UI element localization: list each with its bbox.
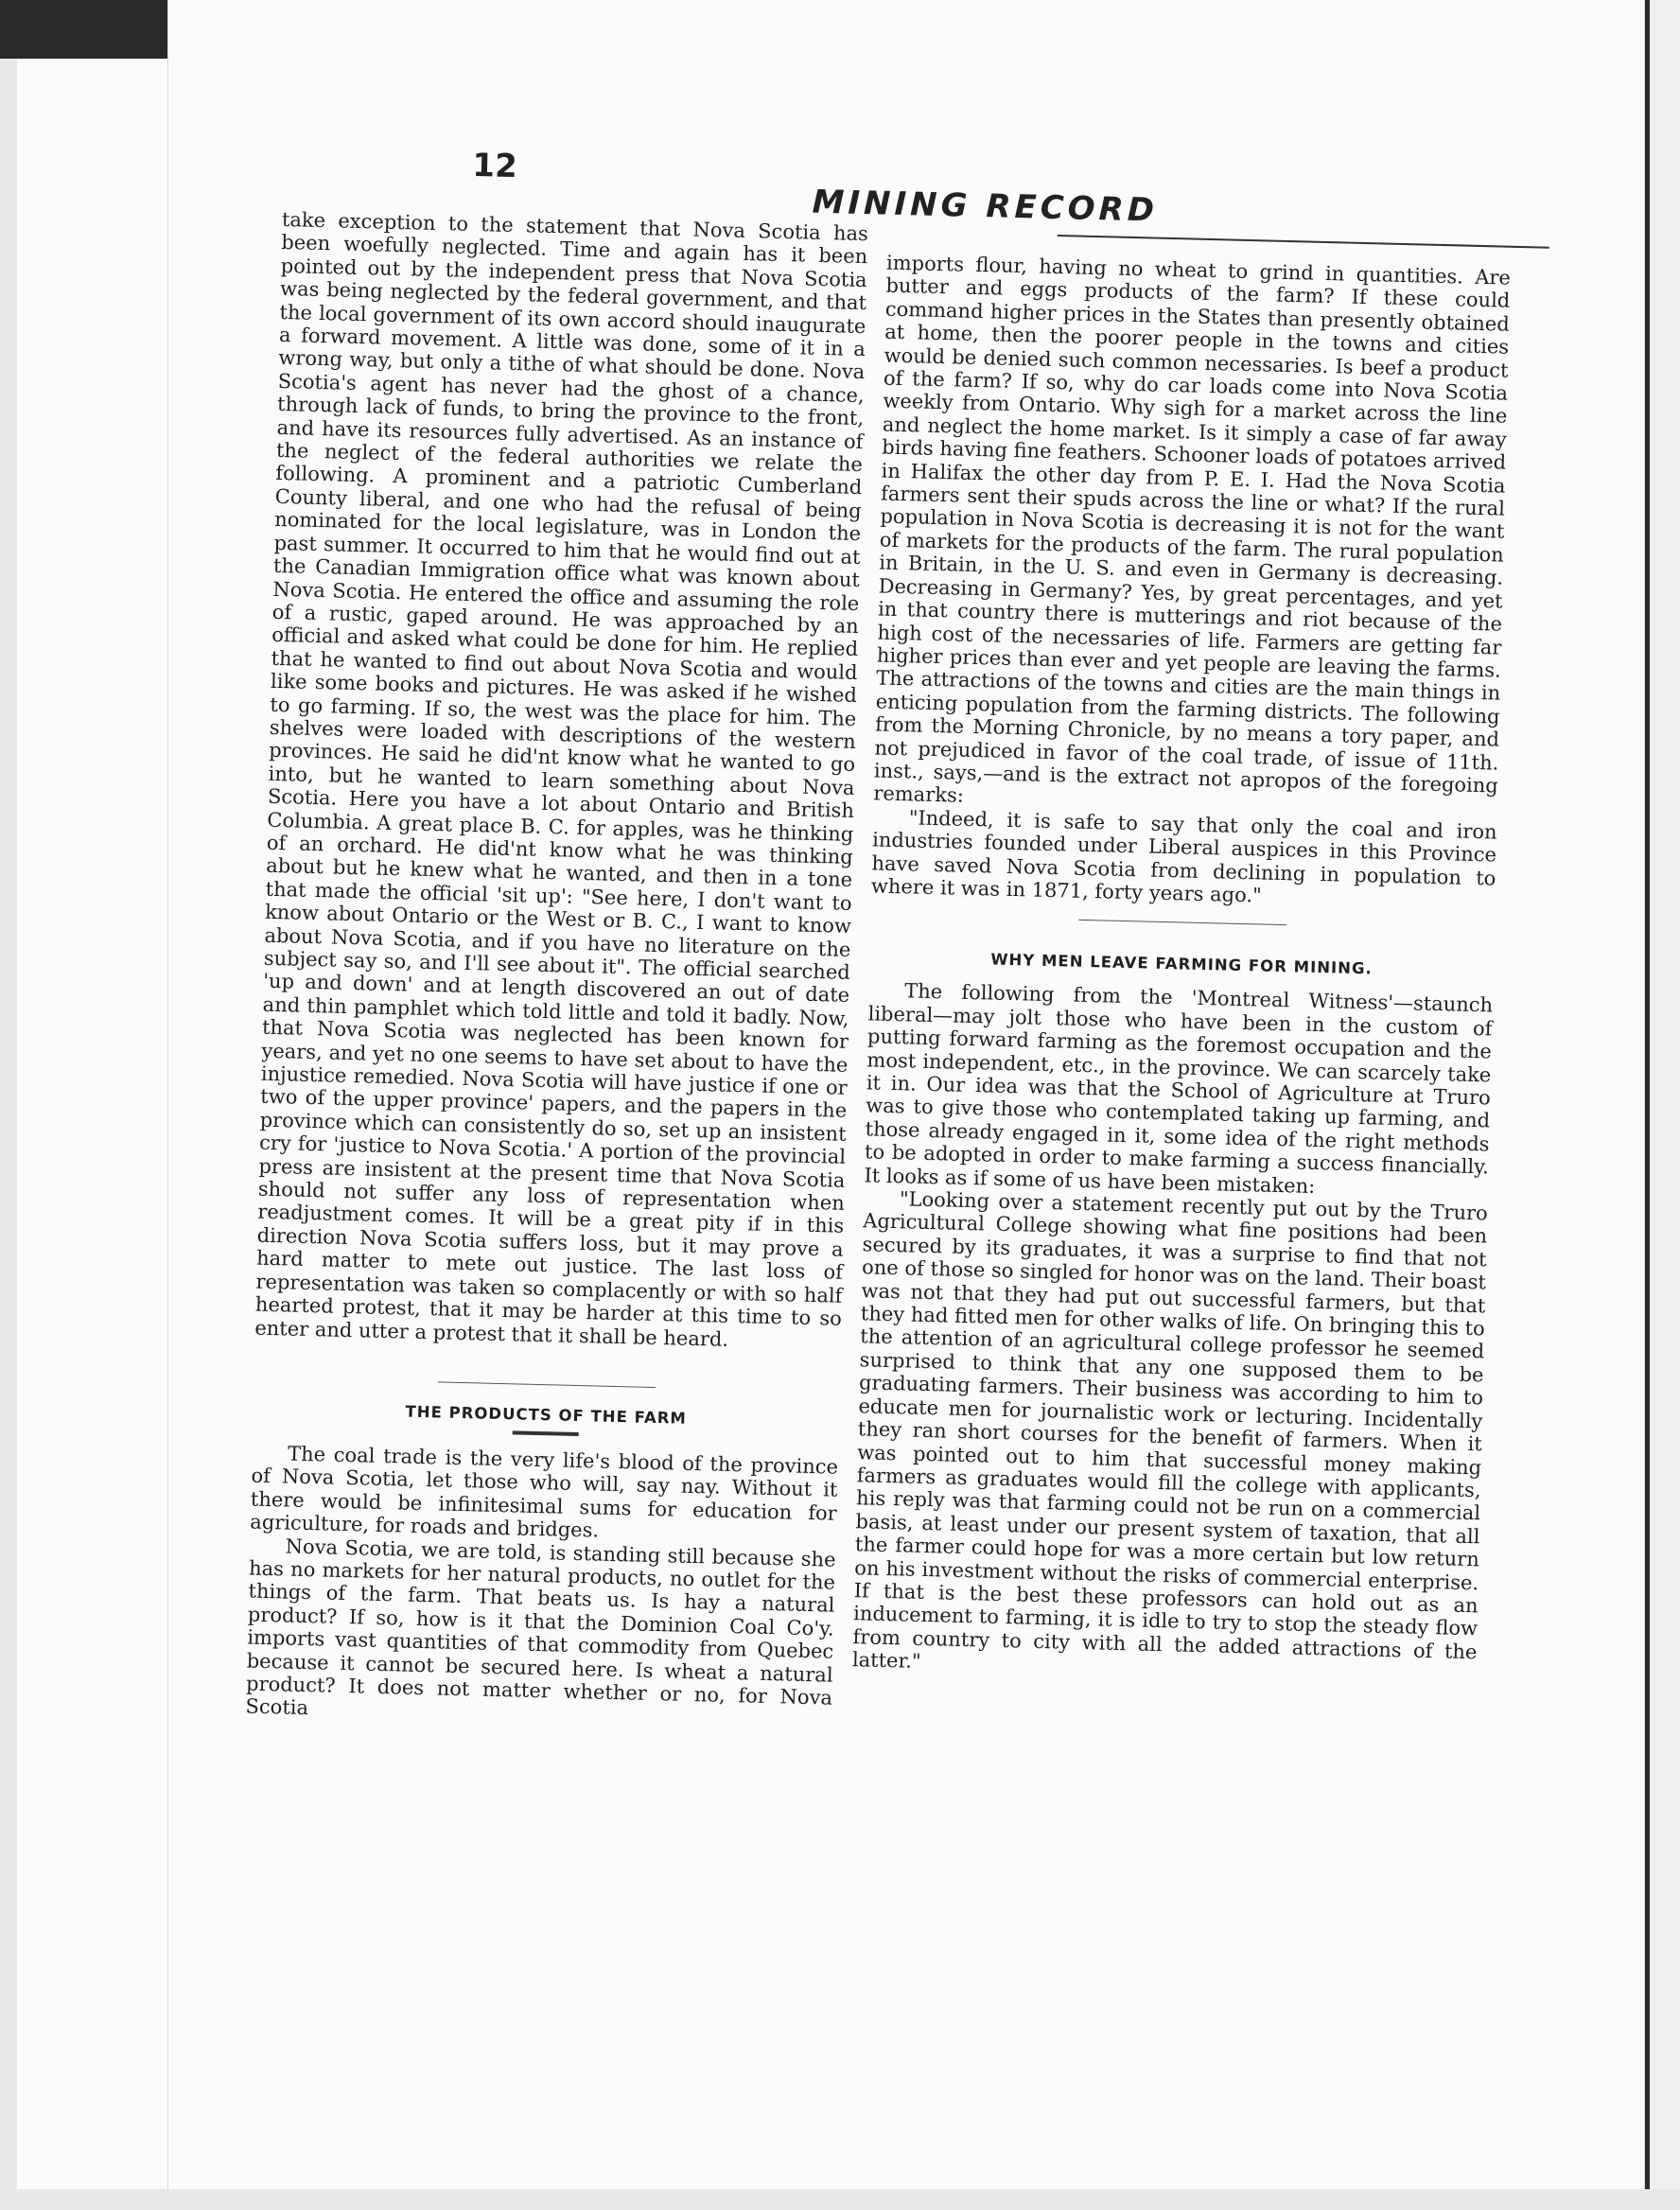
witness-quote-paragraph: "Looking over a statement recently put out by the Truro Agricultural College showing what fine positions had been secured by its graduates, it was a surprise to find that not one of those so singled for honor was on the land. Their boast was not that they had put out successful farmers, but that they had fitted men for other walks of life. On bringing this to the attention of an agricultural college professor he seemed surprised to think that any one supposed them to be graduating farmers. Their business was according to him to educate men for journalistic work or lecturing. Incidentally they ran short courses for the benefit of farmers. When it was pointed out to him that successful money making farmers as graduates would fill the college with applicants, his reply was that farming could not be run on a commercial basis, at least under our present system of taxation, that all the farmer could hope for was a more certain but low return on his investment without the risks of commercial enterprise. If that is the best these professors can hold out as an inducement to farming, it is idle to try to stop the steady flow from country to city with all the added attractions of the latter.": [851, 1187, 1489, 1674]
masthead-title: MINING RECORD: [812, 183, 1159, 230]
products-paragraph-1: The coal trade is the very life's blood of the province of Nova Scotia, let those who will, say nay. Without it there would be infinitesimal sums for education for agriculture, for roads and bridges.: [250, 1442, 839, 1542]
chronicle-quote-paragraph: "Indeed, it is safe to say that only the coal and iron industries founded under Liberal auspices in this Province have saved Nova Scotia from declining in population to where it was in 1871, forty years ago.": [870, 806, 1497, 907]
right-column: [852, 252, 1511, 1687]
bottom-page-edge: [0, 2189, 1680, 2210]
page-number: 12: [471, 146, 518, 186]
section-divider: [1078, 920, 1286, 925]
left-page-edge: [0, 59, 17, 2210]
section-heading-why-men-leave-farming: WHY MEN LEAVE FARMING FOR MINING.: [990, 950, 1373, 978]
masthead-rule: [1058, 235, 1549, 249]
left-margin-strip: [0, 59, 170, 2210]
article-continuation-paragraph: take exception to the statement that Nova Scotia has been woefully neglected. Time and again has it been pointed out by the independent press that Nova Scotia was being neglected by the federal government, and that the local government of its own accord should inaugurate a forward movement. A little was done, some of it in a wrong way, but only a tithe of what should be done. Nova Scotia's agent has never had the ghost of a chance, through lack of funds, to bring the province to the front, and have its resources fully advertised. As an instance of the neglect of the federal authorities we relate the following. A prominent and a patriotic Cumberland County liberal, and one who had the refusal of being nominated for the local legislature, was in London the past summer. It occurred to him that he would find out at the Canadian Immigration office what was known about Nova Scotia. He entered the office and assuming the role of a rustic, gaped around. He was approached by an official and asked what could be done for him. He replied that he wanted to find out about Nova Scotia and would like some books and pictures. He was asked if he wished to go farming. If so, the west was the place for him. The shelves were loaded with descriptions of the western provinces. He said he did'nt know what he wanted to go into, but he wanted to learn something about Nova Scotia. Here you have a lot about Ontario and British Columbia. A great place B. C. for apples, was he thinking of an orchard. He did'nt know what he was thinking about but he knew what he wanted, and then in a tone that made the official 'sit up': "See here, I don't want to know about Ontario or the West or B. C., I want to know about Nova Scotia, and if you have no literature on the subject say so, and I'll see about it". The official searched 'up and down' and at length discovered an out of date and thin pamphlet which told little and told it badly. Now, that Nova Scotia was neglected has been known for years, and yet no one seems to have set about to have the injustice remedied. Nova Scotia will have justice if one or two of the upper province' papers, and the papers in the province which can consistently do so, set up an insistent cry for 'justice to Nova Scotia.' A portion of the provincial press are insistent at the present time that Nova Scotia should not suffer any loss of representation when readjustment comes. It will be a great pity if in this direction Nova Scotia suffers loss, but it may prove a hard matter to mete out justice. The last loss of representation was taken so complacently or with so half hearted protest, that it may be harder at this time to so enter and utter a protest that it shall be heard.: [254, 207, 869, 1351]
right-page-edge: [1650, 0, 1680, 2210]
products-continuation-paragraph: imports flour, having no wheat to grind in quantities. Are butter and eggs products of the farm? If these could command higher prices in the States than presently obtained at home, then the poorer people in the towns and cities would be denied such common necessaries. Is beef a product of the farm? If so, why do car loads come into Nova Scotia weekly from Ontario. Why sigh for a market across the line and neglect the home market. Is it simply a case of far away birds having fine feathers. Schooner loads of potatoes arrived in Halifax the other day from P. E. I. Had the Nova Scotia farmers sent their spuds across the line or what? If the rural population in Nova Scotia is decreasing it is not for the want of markets for the products of the farm. The rural population in Britain, in the U. S. and even in Germany is decreasing. Decreasing in Germany? Yes, by great percentages, and yet in that country there is mutterings and riot because of the high cost of the necessaries of life. Farmers are getting far higher prices than ever and yet people are leaving the farms. The attractions of the towns and cities are the main things in enticing population from the farming districts. The following from the Morning Chronicle, by no means a tory paper, and not prejudiced in favor of the coal trade, of issue of 11th. inst., says,—and is the extract not apropos of the foregoing remarks:: [873, 251, 1512, 808]
products-paragraph-2: Nova Scotia, we are told, is standing still because she has no markets for her natural products, no outlet for the things of the farm. That beats us. Is hay a natural product? If so, how is it that the Dominion Coal Co'y. imports vast quantities of that commodity from Quebec because it cannot be secured here. Is wheat a natural product? It does not matter whether or no, for Nova Scotia: [245, 1535, 836, 1720]
section-divider: [438, 1381, 656, 1388]
witness-intro-paragraph: The following from the 'Montreal Witness'—staunch liberal—may jolt those who have been in the custom of putting forward farming as the foremost occupation and the most independent, etc., in the province. We can scarcely take it in. Our idea was that the School of Agriculture at Truro was to give those who contemplated taking up farming, and those already engaged in it, some idea of the right methods to be adopted in order to make farming a success financially. It looks as if some of us have been mistaken:: [864, 979, 1494, 1198]
left-column: [245, 208, 868, 1732]
heading-underline: [513, 1430, 579, 1436]
page-content: [238, 142, 1550, 2026]
section-heading-products-of-farm: THE PRODUCTS OF THE FARM: [405, 1402, 688, 1428]
